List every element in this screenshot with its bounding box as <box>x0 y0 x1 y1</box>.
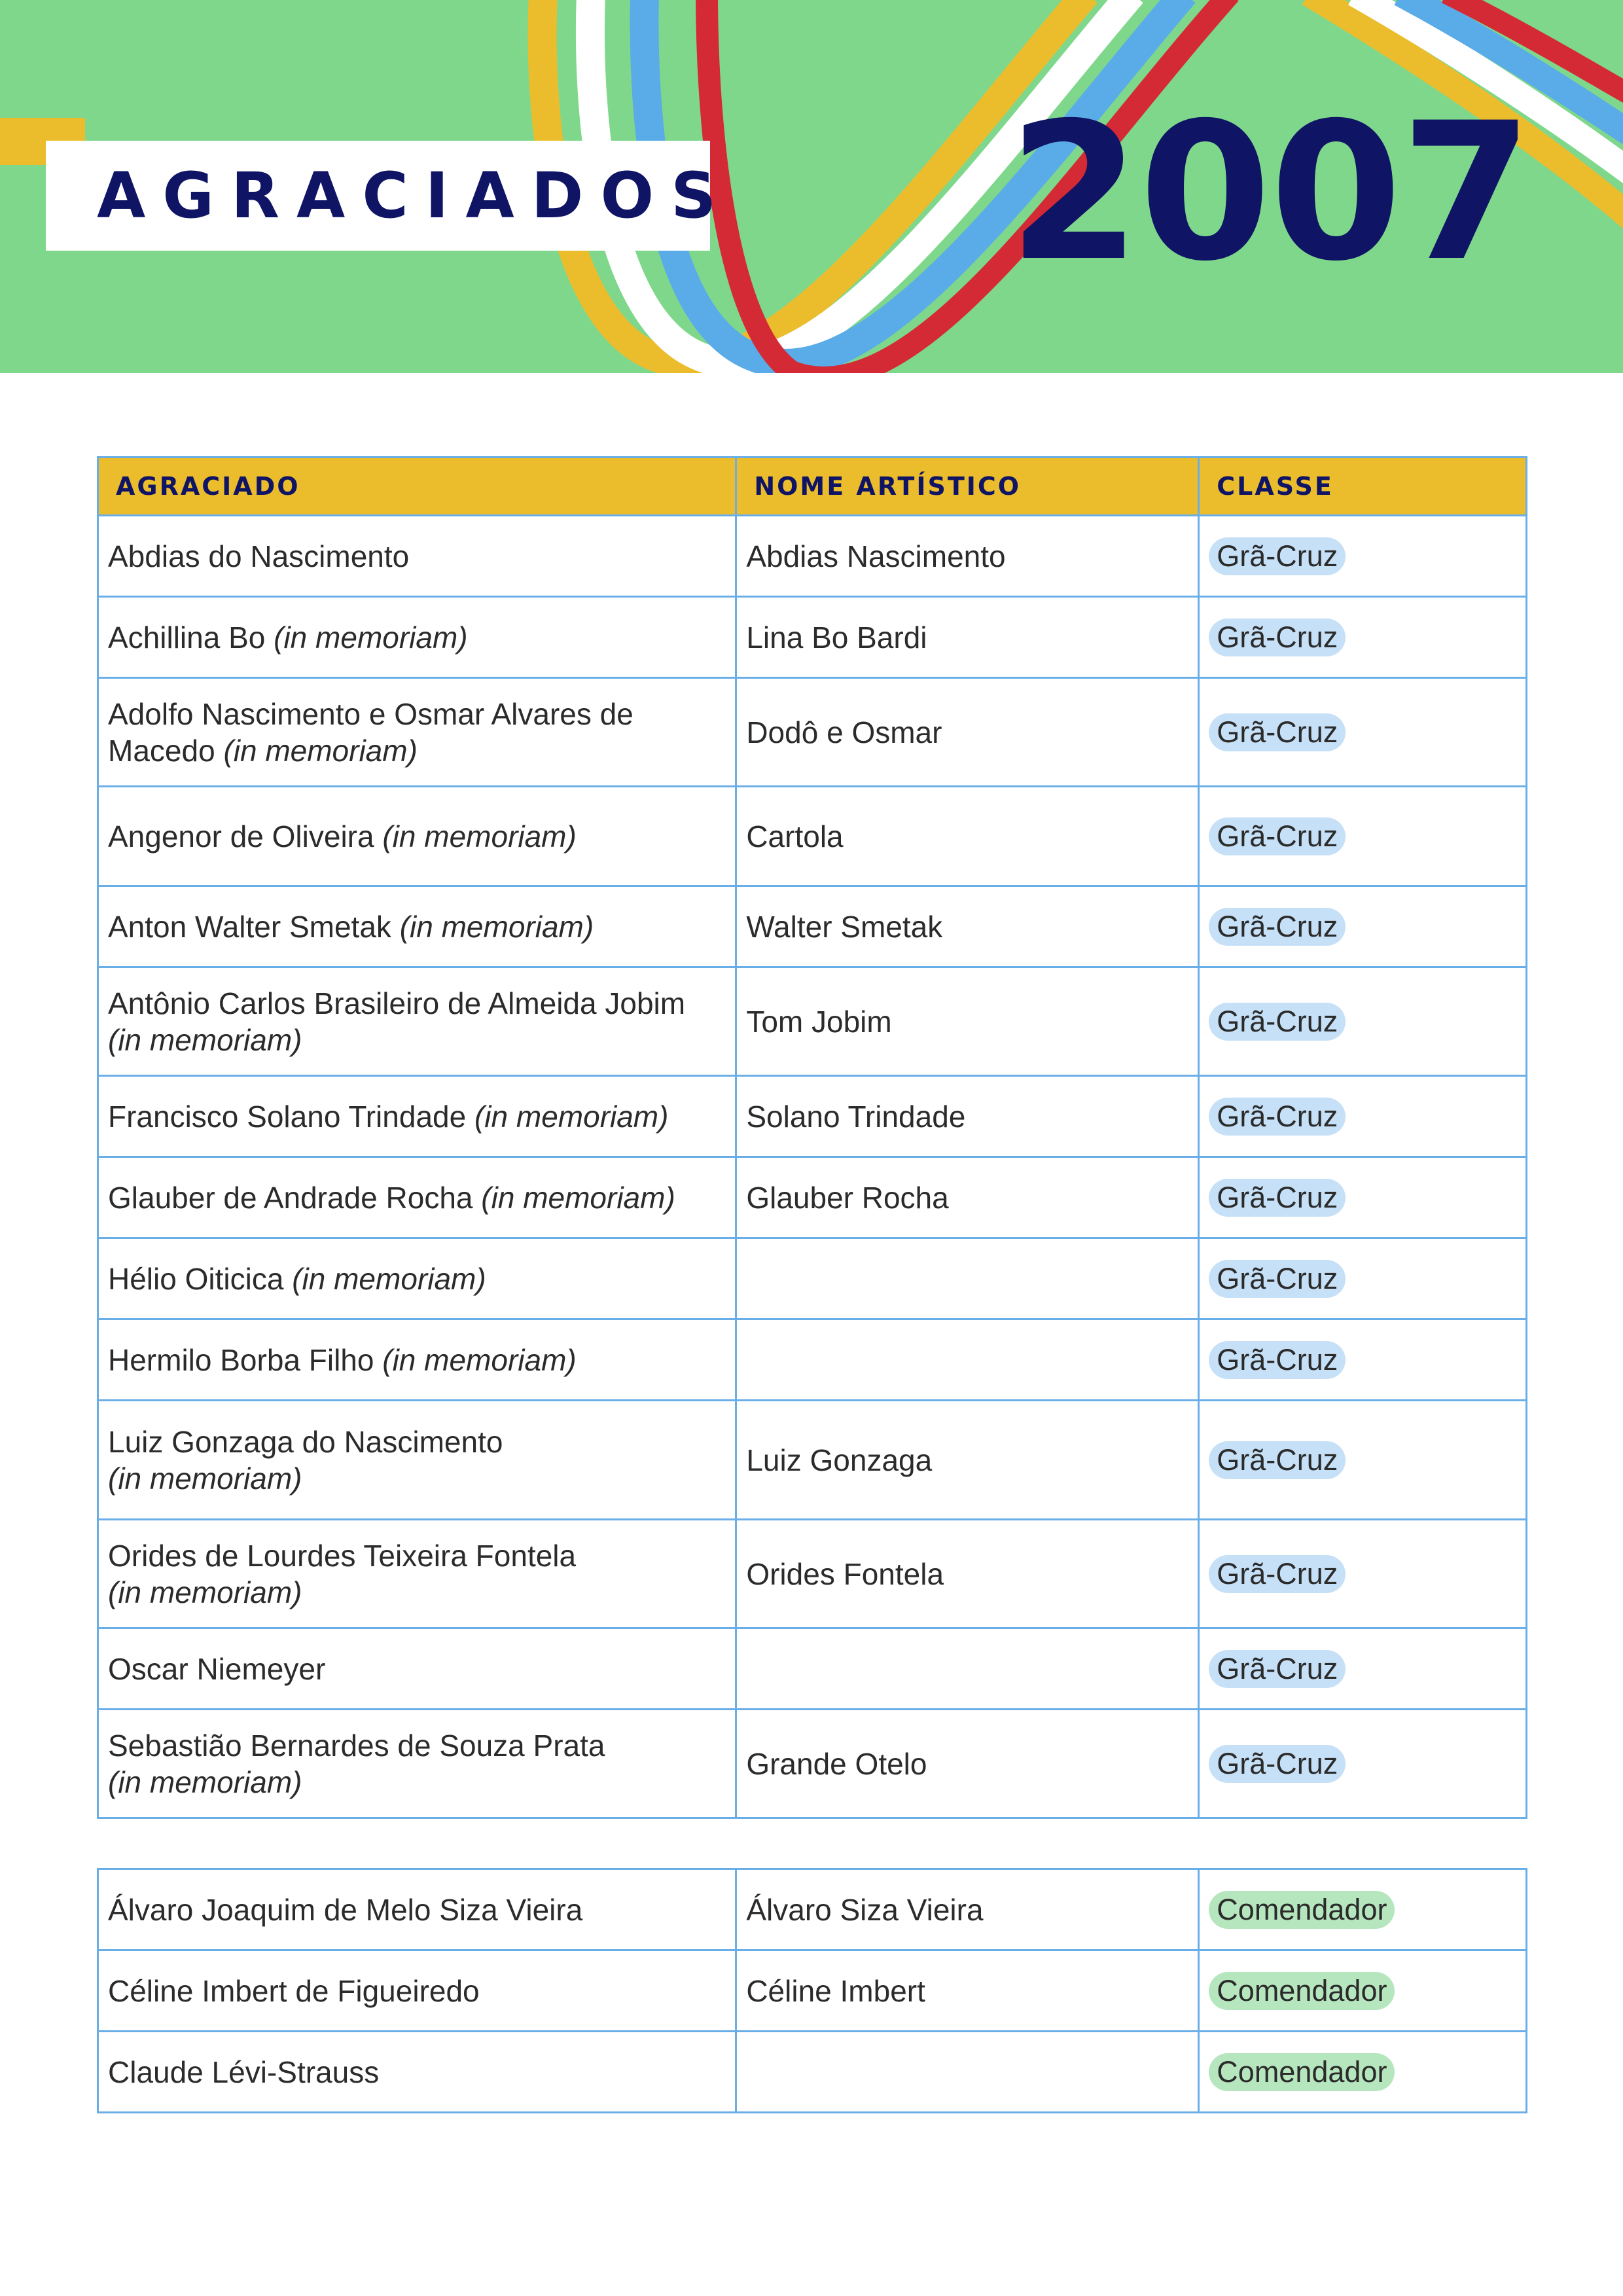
class-cell <box>1199 1950 1527 2032</box>
class-badge: Grã-Cruz <box>1209 817 1346 855</box>
class-cell <box>1199 1401 1527 1520</box>
awardee-cell <box>98 678 736 787</box>
table-row <box>98 516 1527 597</box>
awardee-name: Hermilo Borba Filho <box>108 1342 374 1377</box>
class-badge: Grã-Cruz <box>1209 619 1346 656</box>
column-header-class: CLASSE <box>1199 457 1527 516</box>
awardee-cell <box>98 1710 736 1818</box>
awardee-cell <box>98 1319 736 1401</box>
awardee-cell <box>98 1401 736 1520</box>
artistic-name-cell: Dodô e Osmar <box>736 678 1199 787</box>
artistic-name-cell: Walter Smetak <box>736 886 1199 967</box>
class-cell <box>1199 1869 1527 1950</box>
in-memoriam-note: (in memoriam) <box>108 1575 302 1609</box>
class-cell <box>1199 1157 1527 1238</box>
class-cell <box>1199 886 1527 967</box>
artistic-name-cell: Glauber Rocha <box>736 1157 1199 1238</box>
awardees-table <box>97 456 1527 1819</box>
awardee-cell <box>98 1628 736 1710</box>
column-header-artistic-name: NOME ARTÍSTICO <box>736 457 1199 516</box>
class-cell <box>1199 678 1527 787</box>
table-row <box>98 1076 1527 1157</box>
table-row <box>98 678 1527 787</box>
in-memoriam-note: (in memoriam) <box>108 1022 302 1057</box>
artistic-name-cell: Grande Otelo <box>736 1710 1199 1818</box>
in-memoriam-note: (in memoriam) <box>223 733 418 768</box>
class-badge: Grã-Cruz <box>1209 537 1346 575</box>
artistic-name-cell: Céline Imbert <box>736 1950 1199 2032</box>
artistic-name-cell <box>736 1628 1199 1710</box>
class-badge: Comendador <box>1209 1972 1395 2010</box>
table-row <box>98 1869 1527 1950</box>
awardee-cell <box>98 1157 736 1238</box>
artistic-name-cell: Solano Trindade <box>736 1076 1199 1157</box>
awardee-name: Sebastião Bernardes de Souza Prata <box>108 1728 605 1763</box>
awardee-cell <box>98 597 736 678</box>
table-row <box>98 1520 1527 1628</box>
artistic-name-cell <box>736 1238 1199 1319</box>
table-row <box>98 1950 1527 2032</box>
table-row <box>98 1238 1527 1319</box>
table-row <box>98 1401 1527 1520</box>
awardee-name: Céline Imbert de Figueiredo <box>108 1973 480 2008</box>
awardee-name: Anton Walter Smetak <box>108 909 391 944</box>
table-row <box>98 1157 1527 1238</box>
awardee-name: Achillina Bo <box>108 620 266 655</box>
class-cell <box>1199 2032 1527 2113</box>
awardee-name: Glauber de Andrade Rocha <box>108 1180 473 1215</box>
in-memoriam-note: (in memoriam) <box>382 819 577 853</box>
class-cell <box>1199 1520 1527 1628</box>
table-row <box>98 886 1527 967</box>
artistic-name-cell: Cartola <box>736 787 1199 886</box>
class-cell <box>1199 1628 1527 1710</box>
awardee-cell <box>98 1520 736 1628</box>
in-memoriam-note: (in memoriam) <box>481 1180 675 1215</box>
table-row <box>98 1710 1527 1818</box>
awardee-cell <box>98 1076 736 1157</box>
awardee-name: Abdias do Nascimento <box>108 539 410 573</box>
artistic-name-cell <box>736 2032 1199 2113</box>
title-box <box>46 141 734 251</box>
class-badge: Comendador <box>1209 2053 1395 2091</box>
table-header-row <box>98 457 1527 516</box>
awardee-name: Francisco Solano Trindade <box>108 1099 467 1134</box>
class-cell <box>1199 1319 1527 1401</box>
table-row <box>98 967 1527 1076</box>
awardee-cell <box>98 967 736 1076</box>
awardee-name: Angenor de Oliveira <box>108 819 374 853</box>
awardee-cell <box>98 2032 736 2113</box>
awardee-cell <box>98 886 736 967</box>
awardee-name: Adolfo Nascimento e Osmar Alvares de Macedo <box>108 696 633 768</box>
artistic-name-cell: Lina Bo Bardi <box>736 597 1199 678</box>
class-cell <box>1199 1076 1527 1157</box>
table-row <box>98 2032 1527 2113</box>
class-badge: Grã-Cruz <box>1209 1341 1346 1379</box>
class-badge: Grã-Cruz <box>1209 1441 1346 1479</box>
awardee-name: Orides de Lourdes Teixeira Fontela <box>108 1538 577 1573</box>
awardee-name: Antônio Carlos Brasileiro de Almeida Jobim <box>108 986 686 1020</box>
artistic-name-cell: Álvaro Siza Vieira <box>736 1869 1199 1950</box>
class-badge: Grã-Cruz <box>1209 1650 1346 1688</box>
class-badge: Grã-Cruz <box>1209 1260 1346 1298</box>
class-cell <box>1199 967 1527 1076</box>
comendador-table <box>97 1868 1527 2113</box>
awardee-name: Álvaro Joaquim de Melo Siza Vieira <box>108 1892 583 1927</box>
table-row <box>98 1628 1527 1710</box>
in-memoriam-note: (in memoriam) <box>292 1261 486 1296</box>
class-badge: Grã-Cruz <box>1209 1003 1346 1041</box>
class-badge: Grã-Cruz <box>1209 1555 1346 1593</box>
class-badge: Grã-Cruz <box>1209 1098 1346 1136</box>
class-badge: Comendador <box>1209 1891 1395 1929</box>
table-row <box>98 787 1527 886</box>
table-row <box>98 597 1527 678</box>
class-badge: Grã-Cruz <box>1209 1179 1346 1217</box>
class-badge: Grã-Cruz <box>1209 908 1346 946</box>
artistic-name-cell: Luiz Gonzaga <box>736 1401 1199 1520</box>
artistic-name-cell: Abdias Nascimento <box>736 516 1199 597</box>
class-badge: Grã-Cruz <box>1209 713 1346 751</box>
year-title: 2007 <box>1008 82 1531 303</box>
in-memoriam-note: (in memoriam) <box>382 1342 577 1377</box>
awardee-cell <box>98 787 736 886</box>
table-row <box>98 1319 1527 1401</box>
class-cell <box>1199 597 1527 678</box>
class-badge: Grã-Cruz <box>1209 1745 1346 1783</box>
class-cell <box>1199 516 1527 597</box>
header-banner <box>0 0 1623 373</box>
class-cell <box>1199 787 1527 886</box>
page-title: AGRACIADOS <box>97 159 734 232</box>
artistic-name-cell <box>736 1319 1199 1401</box>
class-cell <box>1199 1238 1527 1319</box>
in-memoriam-note: (in memoriam) <box>399 909 594 944</box>
awardee-cell <box>98 516 736 597</box>
in-memoriam-note: (in memoriam) <box>108 1461 302 1496</box>
awardee-name: Claude Lévi-Strauss <box>108 2054 380 2089</box>
in-memoriam-note: (in memoriam) <box>274 620 468 655</box>
awardee-cell <box>98 1950 736 2032</box>
class-cell <box>1199 1710 1527 1818</box>
awardee-name: Oscar Niemeyer <box>108 1651 326 1686</box>
in-memoriam-note: (in memoriam) <box>474 1099 669 1134</box>
awardee-name: Hélio Oiticica <box>108 1261 284 1296</box>
artistic-name-cell: Orides Fontela <box>736 1520 1199 1628</box>
artistic-name-cell: Tom Jobim <box>736 967 1199 1076</box>
awardee-name: Luiz Gonzaga do Nascimento <box>108 1424 503 1459</box>
awardee-cell <box>98 1869 736 1950</box>
in-memoriam-note: (in memoriam) <box>108 1765 302 1799</box>
awardee-cell <box>98 1238 736 1319</box>
column-header-awardee: AGRACIADO <box>98 457 736 516</box>
